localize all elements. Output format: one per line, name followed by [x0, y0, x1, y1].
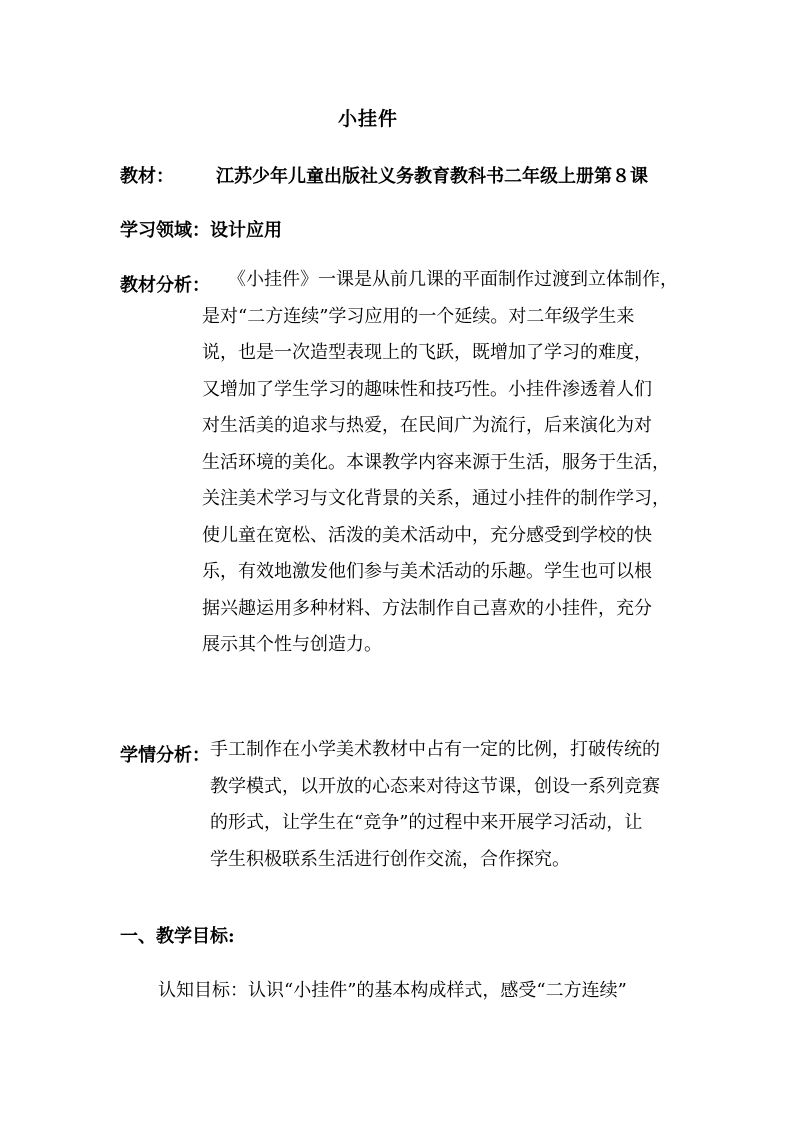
- section-heading: 一、教学目标:: [120, 926, 235, 947]
- paragraph-line: 据兴趣运用多种材料、方法制作自己喜欢的小挂件，充分: [202, 597, 652, 619]
- cognitive-goal-line: [158, 976, 627, 1002]
- paragraph-line: 学生积极联系生活进行创作交流，合作探究。: [210, 848, 570, 870]
- paragraph-line: 的形式，让学生在“竞争”的过程中来开展学习活动，让: [210, 812, 643, 833]
- material-analysis-label-row: [120, 271, 210, 297]
- paragraph-line: 对生活美的追求与热爱，在民间广为流行，后来演化为对: [202, 415, 652, 436]
- learner-analysis-label-row: [120, 741, 210, 767]
- textbook-value: 江苏少年儿童出版社义务教育教科书二年级上册第８课: [216, 166, 648, 187]
- paragraph-line: 生活环境的美化。本课教学内容来源于生活，服务于生活，: [202, 451, 670, 473]
- learner-analysis-paragraph: [210, 732, 660, 878]
- paragraph-line: 说，也是一次造型表现上的飞跃，既增加了学习的难度，: [202, 342, 652, 363]
- material-analysis-paragraph: [202, 262, 678, 664]
- learner-analysis-label: 学情分析：: [120, 745, 210, 766]
- textbook-label: 教材：: [120, 166, 174, 187]
- paragraph-line: 手工制作在小学美术教材中占有一定的比例，打破传统的: [210, 739, 660, 760]
- section-heading-row: [120, 922, 235, 948]
- paragraph-line: 乐，有效地激发他们参与美术活动的乐趣。学生也可以根: [202, 561, 652, 582]
- paragraph-line: 又增加了学生学习的趣味性和技巧性。小挂件渗透着人们: [202, 378, 652, 400]
- document-title: 小挂件: [338, 108, 399, 130]
- cognitive-goal-text: 认知目标：认识“小挂件”的基本构成样式，感受“二方连续”: [158, 980, 627, 1001]
- material-analysis-label: 教材分析：: [120, 275, 210, 296]
- textbook-row: [120, 162, 648, 188]
- domain-row: [120, 216, 282, 242]
- paragraph-line: 关注美术学习与文化背景的关系，通过小挂件的制作学习，: [202, 488, 670, 509]
- domain-label: 学习领域：: [120, 220, 210, 241]
- paragraph-line: 使儿童在宽松、活泼的美术活动中，充分感受到学校的快: [202, 524, 652, 546]
- paragraph-line: 《小挂件》一课是从前几课的平面制作过渡到立体制作，: [228, 269, 678, 290]
- paragraph-line: 展示其个性与创造力。: [202, 634, 382, 655]
- paragraph-line: 是对“二方连续”学习应用的一个延续。对二年级学生来: [202, 305, 635, 327]
- domain-value: 设计应用: [210, 220, 282, 241]
- paragraph-line: 教学模式，以开放的心态来对待这节课，创设一系列竞赛: [210, 775, 660, 797]
